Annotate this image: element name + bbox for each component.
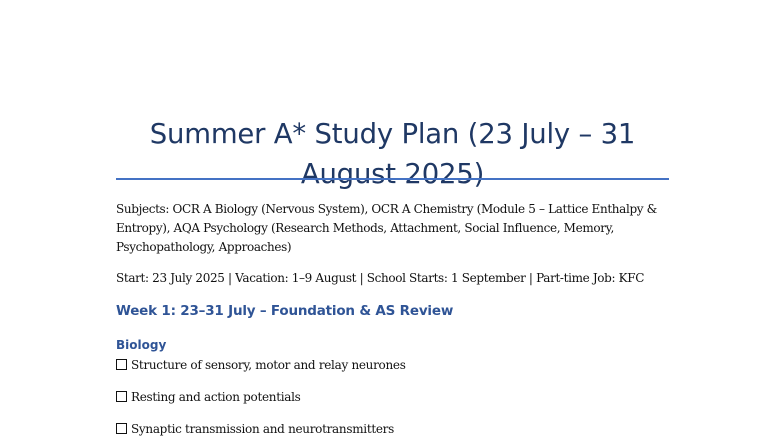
task-item[interactable]: [116, 420, 394, 438]
task-label: Synaptic transmission and neurotransmitters: [131, 422, 394, 436]
checkbox-icon[interactable]: [116, 359, 127, 370]
task-item[interactable]: [116, 356, 406, 374]
task-label: Resting and action potentials: [131, 390, 301, 404]
task-label: Structure of sensory, motor and relay neurones: [131, 358, 406, 372]
subjects-paragraph: Subjects: OCR A Biology (Nervous System), OCR A Chemistry (Module 5 – Lattice Enthalpy & Entropy), AQA Psychology (Research Methods, Attachment, Social Influence, Memory, Psychopathology, Approaches): [116, 202, 658, 254]
task-item[interactable]: [116, 388, 301, 406]
section-heading-biology: Biology: [116, 338, 167, 352]
checkbox-icon[interactable]: [116, 423, 127, 434]
checkbox-icon[interactable]: [116, 391, 127, 402]
title-divider: [116, 178, 669, 180]
schedule-info: Start: 23 July 2025 | Vacation: 1–9 August | School Starts: 1 September | Part-time Job: KFC: [116, 271, 645, 285]
week-heading: Week 1: 23–31 July – Foundation & AS Review: [116, 303, 454, 319]
document-title: Summer A* Study Plan (23 July – 31 August 2025): [149, 118, 636, 191]
